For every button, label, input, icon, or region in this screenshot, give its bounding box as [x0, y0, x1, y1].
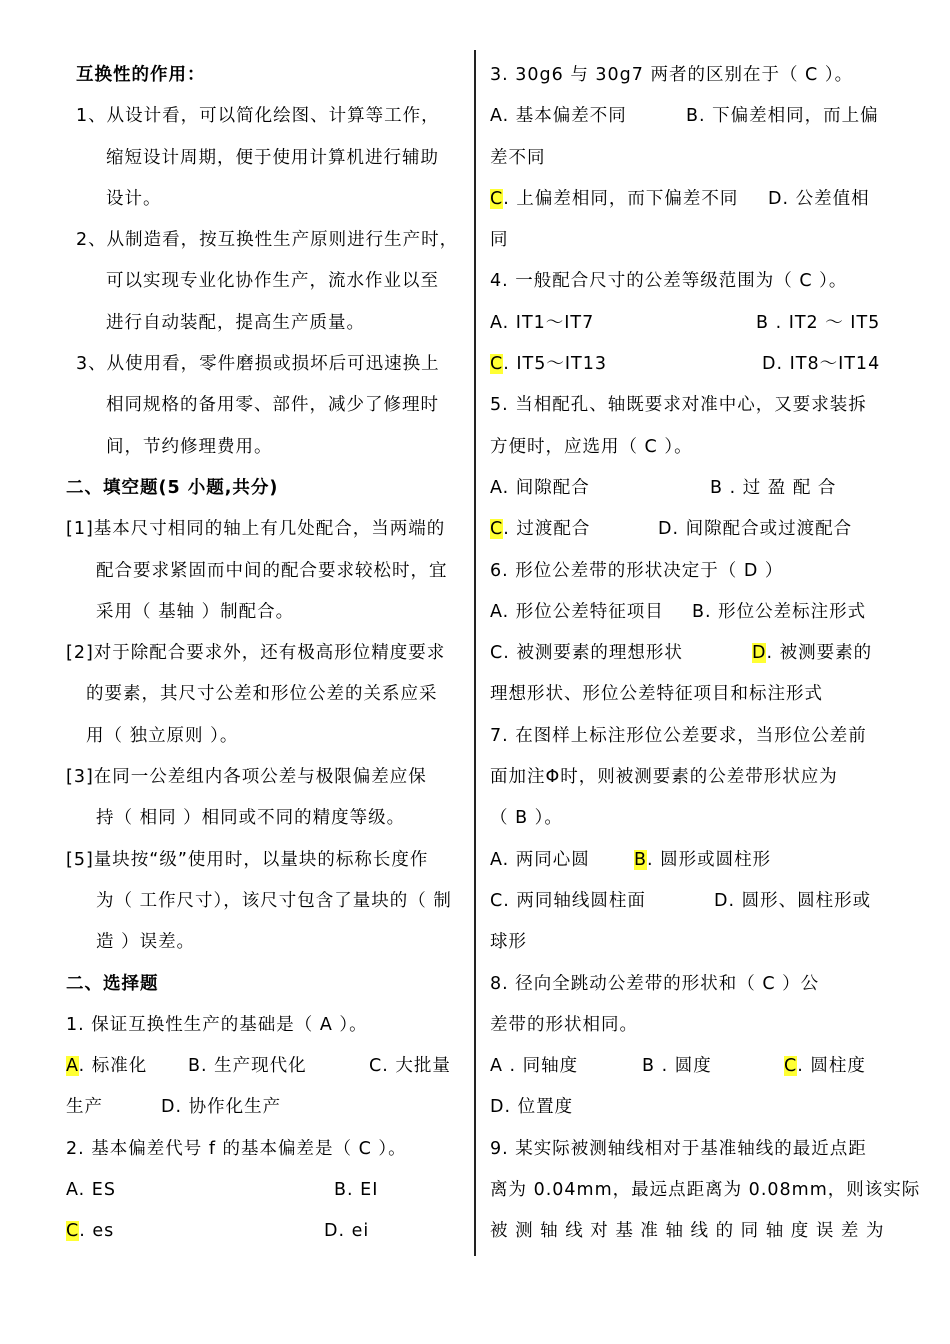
q4-options-row-2: [490, 344, 886, 385]
q3-options-row: [490, 96, 886, 137]
point-2-line-1: 2、从制造看，按互换性生产原则进行生产时，: [76, 230, 459, 251]
fill-3-line-2: 持（ 相同 ）相同或不同的精度等级。: [96, 808, 406, 829]
q4-stem: 4. 一般配合尺寸的公差等级范围为（ C ）。: [490, 271, 848, 292]
point-1-line-2: 缩短设计周期，便于使用计算机进行辅助: [106, 147, 439, 168]
q5-option-a: A. 间隙配合: [490, 477, 590, 498]
q5-option-d: D. 间隙配合或过渡配合: [658, 519, 853, 540]
q5-options-row-2: [490, 509, 886, 550]
point-3-line-3: 间，节约修理费用。: [106, 436, 273, 457]
q3-option-a: A. 基本偏差不同: [490, 106, 627, 127]
q5-option-b: B . 过 盈 配 合: [710, 477, 837, 498]
q8-option-a: A . 同轴度: [490, 1056, 579, 1077]
q1-option-a: A. 标准化: [66, 1056, 148, 1077]
q8-option-b: B . 圆度: [642, 1056, 712, 1077]
q8-option-d: D. 位置度: [490, 1097, 574, 1118]
q6-option-d: D. 被测要素的: [752, 643, 873, 664]
q1-option-b: B. 生产现代化: [188, 1056, 307, 1077]
q1-options-row: [66, 1046, 466, 1087]
q8-options-row: [490, 1046, 886, 1087]
q4-option-c: C. IT5～IT13: [490, 354, 607, 375]
q2-option-b: B. EI: [334, 1180, 379, 1201]
q9-line-3: 被 测 轴 线 对 基 准 轴 线 的 同 轴 度 误 差 为: [490, 1221, 885, 1242]
q2-options-row-2: [66, 1211, 466, 1252]
fill-1-line-2: 配合要求紧固而中间的配合要求较松时，宜: [96, 560, 448, 581]
answer-highlight: D: [752, 643, 767, 664]
q6-option-b: B. 形位公差标注形式: [692, 601, 867, 622]
q3-option-b-cont: 差不同: [490, 147, 546, 168]
q3-option-d: D. 公差值相: [768, 188, 870, 209]
fill-5-line-2: 为（ 工作尺寸），该尺寸包含了量块的（ 制: [96, 890, 452, 911]
q4-option-b: B . IT2 ～ IT5: [756, 312, 881, 333]
q5-options-row: [490, 468, 886, 509]
answer-highlight: C: [490, 519, 504, 540]
section-choice-title: 二、选择题: [66, 973, 159, 994]
q3-option-b: B. 下偏差相同，而上偏: [686, 106, 879, 127]
fill-1-line-1: [1]基本尺寸相同的轴上有几处配合，当两端的: [66, 519, 446, 540]
q2-option-d: D. ei: [324, 1221, 370, 1242]
answer-highlight: C: [66, 1221, 80, 1242]
q7-option-d: D. 圆形、圆柱形或: [714, 890, 872, 911]
q2-option-c: C. es: [66, 1221, 115, 1242]
q5-option-c: C. 过渡配合: [490, 519, 591, 540]
answer-highlight: B: [634, 849, 648, 870]
q4-option-a: A. IT1～IT7: [490, 312, 595, 333]
q7-options-row-2: [490, 881, 886, 922]
fill-5-line-1: [5]量块按“级”使用时，以量块的标称长度作: [66, 849, 429, 870]
q5-stem-line-1: 5. 当相配孔、轴既要求对准中心，又要求装拆: [490, 395, 867, 416]
column-divider: [474, 50, 476, 1256]
point-2-line-2: 可以实现专业化协作生产，流水作业以至: [106, 271, 439, 292]
q6-options-row: [490, 592, 886, 633]
fill-2-line-1: [2]对于除配合要求外，还有极高形位精度要求: [66, 643, 446, 664]
q1-options-row-2: [66, 1087, 466, 1128]
q2-stem: 2. 基本偏差代号 f 的基本偏差是（ C ）。: [66, 1138, 407, 1159]
q2-options-row: [66, 1170, 466, 1211]
point-3-line-1: 3、从使用看，零件磨损或损坏后可迅速换上: [76, 354, 440, 375]
q6-option-d-cont: 理想形状、形位公差特征项目和标注形式: [490, 684, 823, 705]
answer-highlight: C: [784, 1056, 798, 1077]
fill-3-line-1: [3]在同一公差组内各项公差与极限偏差应保: [66, 767, 427, 788]
q7-option-c: C. 两同轴线圆柱面: [490, 890, 646, 911]
fill-2-line-3: 用（ 独立原则 ）。: [86, 725, 239, 746]
right-column: [490, 55, 921, 1253]
q3-option-d-cont: 同: [490, 230, 509, 251]
left-column: [66, 55, 466, 1253]
q2-option-a: A. ES: [66, 1180, 116, 1201]
fill-5-line-3: 造 ）误差。: [96, 932, 196, 953]
q7-stem-line-3: （ B ）。: [490, 808, 563, 829]
q1-option-d: D. 协作化生产: [161, 1097, 282, 1118]
q4-options-row: [490, 303, 886, 344]
answer-highlight: A: [66, 1056, 79, 1077]
heading-interchangeability: 互换性的作用：: [76, 65, 206, 85]
q1-option-c: C. 大批量: [369, 1056, 451, 1077]
q6-option-c: C. 被测要素的理想形状: [490, 643, 683, 664]
q7-option-d-cont: 球形: [490, 932, 527, 953]
q5-stem-line-2: 方便时，应选用（ C ）。: [490, 436, 693, 457]
q6-stem: 6. 形位公差带的形状决定于（ D ）: [490, 560, 784, 581]
point-3-line-2: 相同规格的备用零、部件，减少了修理时: [106, 395, 439, 416]
q7-options-row: [490, 840, 886, 881]
section-fill-in-title: 二、填空题(5 小题,共分): [66, 477, 279, 498]
q8-option-c: C. 圆柱度: [784, 1056, 866, 1077]
answer-highlight: C: [490, 188, 504, 209]
point-1-line-3: 设计。: [106, 188, 162, 209]
q8-stem-line-1: 8. 径向全跳动公差带的形状和（ C ）公: [490, 973, 820, 994]
q3-options-row-2: [490, 179, 886, 220]
q7-stem-line-1: 7. 在图样上标注形位公差要求，当形位公差前: [490, 725, 867, 746]
point-2-line-3: 进行自动装配，提高生产质量。: [106, 312, 365, 333]
q7-option-b: B. 圆形或圆柱形: [634, 849, 772, 870]
fill-2-line-2: 的要素，其尺寸公差和形位公差的关系应采: [86, 684, 438, 705]
q9-line-2: 离为 0.04mm，最远点距离为 0.08mm，则该实际: [490, 1180, 921, 1201]
q7-stem-line-2: 面加注Φ时，则被测要素的公差带形状应为: [490, 767, 838, 788]
q8-stem-line-2: 差带的形状相同。: [490, 1014, 638, 1035]
q1-stem: 1. 保证互换性生产的基础是（ A ）。: [66, 1014, 368, 1035]
q4-option-d: D. IT8～IT14: [762, 354, 881, 375]
q9-line-1: 9. 某实际被测轴线相对于基准轴线的最近点距: [490, 1138, 867, 1159]
q6-options-row-2: [490, 633, 886, 674]
q6-option-a: A. 形位公差特征项目: [490, 601, 664, 622]
q7-option-a: A. 两同心圆: [490, 849, 590, 870]
q1-option-c-cont: 生产: [66, 1097, 103, 1118]
answer-highlight: C: [490, 354, 504, 375]
point-1-line-1: 1、从设计看，可以简化绘图、计算等工作，: [76, 106, 440, 127]
q3-stem: 3. 30g6 与 30g7 两者的区别在于（ C ）。: [490, 65, 854, 85]
fill-1-line-3: 采用（ 基轴 ）制配合。: [96, 601, 295, 622]
q3-option-c: C. 上偏差相同，而下偏差不同: [490, 188, 739, 209]
